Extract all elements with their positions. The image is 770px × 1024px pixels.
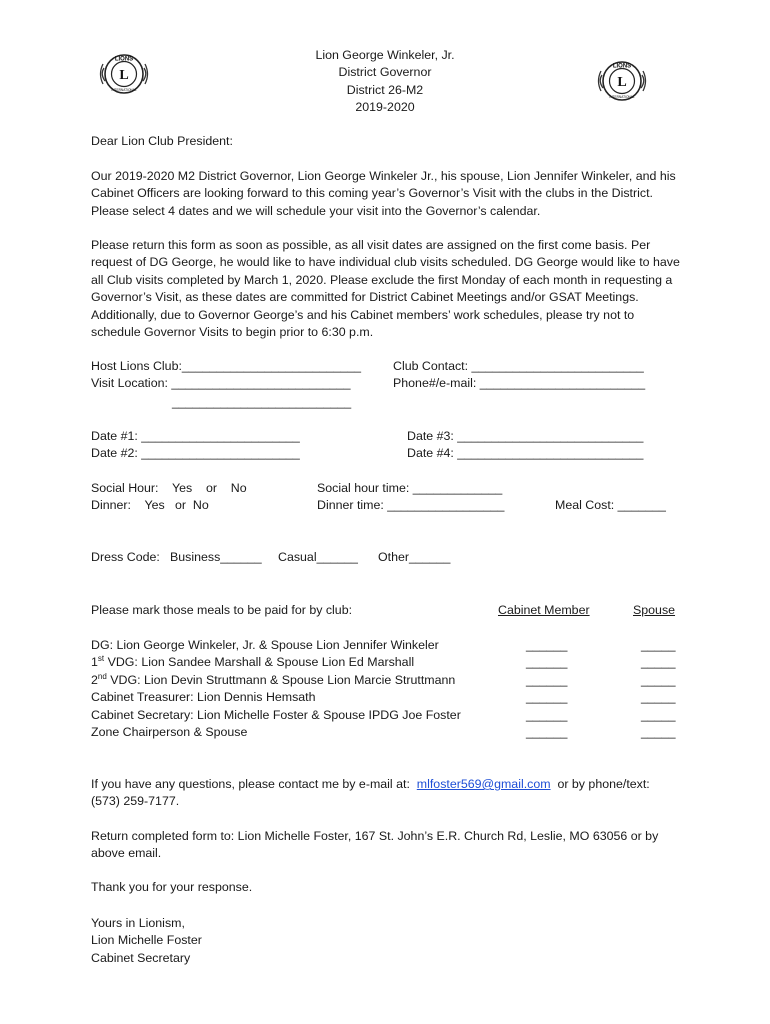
salutation: Dear Lion Club President: [91, 134, 233, 148]
social-hour-choice[interactable]: Social Hour: Yes or No [91, 481, 247, 495]
date1-field[interactable]: Date #1: _______________________ [91, 429, 300, 443]
phone-number: (573) 259-7177. [91, 794, 180, 808]
closing [91, 915, 202, 967]
spouse-check[interactable]: _____ [641, 672, 676, 687]
club-contact-field[interactable]: Club Contact: _________________________ [393, 359, 644, 373]
logo-letter: L [119, 68, 129, 83]
district-name: District 26-M2 [346, 82, 424, 97]
cabinet-member-check[interactable]: ______ [526, 690, 568, 705]
spouse-check[interactable]: _____ [641, 638, 676, 652]
spouse-check[interactable]: _____ [641, 707, 676, 722]
instructions-paragraph: Please return this form as soon as possible, as all visit dates are assigned on the first come basis. Per request of DG George, he would like to have individual club visits scheduled. DG George would like to have all Club visits completed by March 1, 2020. Please exclude the first Monday of each month in requesting a Governor’s Visit, as these dates are committed for District Cabinet Meetings and/or GSAT Meetings. Additionally, due to Governor George’s and his Cabinet members’ work schedules, please try not to schedule Governor Visits to begin prior to 6:30 p.m. [91, 238, 680, 340]
thank-you: Thank you for your response. [91, 880, 253, 894]
visit-location-field[interactable]: Visit Location: __________________________ [91, 376, 351, 390]
social-hour-time-field[interactable]: Social hour time: _____________ [317, 481, 503, 495]
cabinet-member-check[interactable]: ______ [526, 638, 568, 652]
logo-sub: INTERNATIONAL [111, 88, 137, 92]
spouse-header: Spouse [633, 603, 676, 617]
date3-field[interactable]: Date #3: ___________________________ [407, 429, 644, 443]
dress-casual-option[interactable]: Casual______ [278, 550, 358, 564]
intro-paragraph: Our 2019-2020 M2 District Governor, Lion George Winkeler Jr., his spouse, Lion Jennifer Winkeler, and his Cabinet Officers are looking forward to this coming year’s Governor’s Visit with the clubs in the District. Please select 4 dates and we will schedule your visit into the Governor’s calendar. [91, 169, 676, 218]
lions-logo-left [98, 48, 150, 100]
meals-prompt: Please mark those meals to be paid for by club: [91, 603, 353, 617]
visit-location-line2[interactable]: __________________________ [172, 395, 352, 409]
spouse-check[interactable]: _____ [641, 725, 676, 739]
closing-phrase: Yours in Lionism, [91, 916, 185, 930]
meal-cost-field[interactable]: Meal Cost: _______ [555, 498, 666, 512]
spouse-check[interactable]: _____ [641, 690, 676, 705]
dress-business-option[interactable]: Business______ [170, 550, 262, 564]
cabinet-member-header: Cabinet Member [498, 603, 590, 617]
date4-field[interactable]: Date #4: ___________________________ [407, 446, 644, 460]
phone-email-field[interactable]: Phone#/e-mail: ________________________ [393, 376, 646, 390]
host-club-field[interactable]: Host Lions Club:__________________________ [91, 359, 362, 373]
governor-name: Lion George Winkeler, Jr. [315, 48, 455, 62]
date2-field[interactable]: Date #2: _______________________ [91, 446, 300, 460]
return-address-line2: above email. [91, 846, 162, 860]
email-link[interactable]: mlfoster569@gmail.com [416, 777, 551, 791]
dinner-time-field[interactable]: Dinner time: _________________ [317, 498, 505, 512]
cabinet-member-check[interactable]: ______ [526, 655, 568, 670]
logo-word: LIONS [114, 56, 134, 63]
governor-title: District Governor [338, 65, 432, 80]
term-year: 2019-2020 [355, 100, 415, 115]
questions-line: If you have any questions, please contact me by e-mail at: mlfoster569@gmail.com or by phone/text: [91, 777, 650, 791]
cabinet-member-check[interactable]: ______ [526, 672, 568, 687]
meal-row-label: Cabinet Secretary: Lion Michelle Foster & Spouse IPDG Joe Foster [91, 707, 461, 722]
letterhead [235, 47, 535, 117]
return-address-line1: Return completed form to: Lion Michelle Foster, 167 St. John’s E.R. Church Rd, Leslie, MO 63056 or by [91, 829, 659, 843]
cabinet-member-check[interactable]: ______ [526, 707, 568, 722]
svg-text:LIONS: LIONS [612, 63, 632, 70]
meal-row-label: Cabinet Treasurer: Lion Dennis Hemsath [91, 690, 316, 705]
dress-other-option[interactable]: Other______ [378, 550, 451, 564]
signer-name: Lion Michelle Foster [91, 933, 202, 948]
svg-text:INTERNATIONAL: INTERNATIONAL [609, 95, 635, 99]
meal-row-label: 2nd VDG: Lion Devin Struttmann & Spouse Lion Marcie Struttmann [91, 671, 456, 687]
dinner-choice[interactable]: Dinner: Yes or No [91, 498, 209, 512]
meal-row-label: 1st VDG: Lion Sandee Marshall & Spouse Lion Ed Marshall [91, 654, 415, 670]
signer-title: Cabinet Secretary [91, 950, 191, 965]
cabinet-member-check[interactable]: ______ [526, 725, 568, 739]
spouse-check[interactable]: _____ [641, 655, 676, 670]
meal-row-label: DG: Lion George Winkeler, Jr. & Spouse Lion Jennifer Winkeler [91, 638, 439, 652]
meal-row-label: Zone Chairperson & Spouse [91, 725, 248, 739]
lions-logo-right [596, 55, 648, 107]
svg-text:L: L [617, 75, 627, 90]
dress-code-label: Dress Code: [91, 550, 160, 564]
